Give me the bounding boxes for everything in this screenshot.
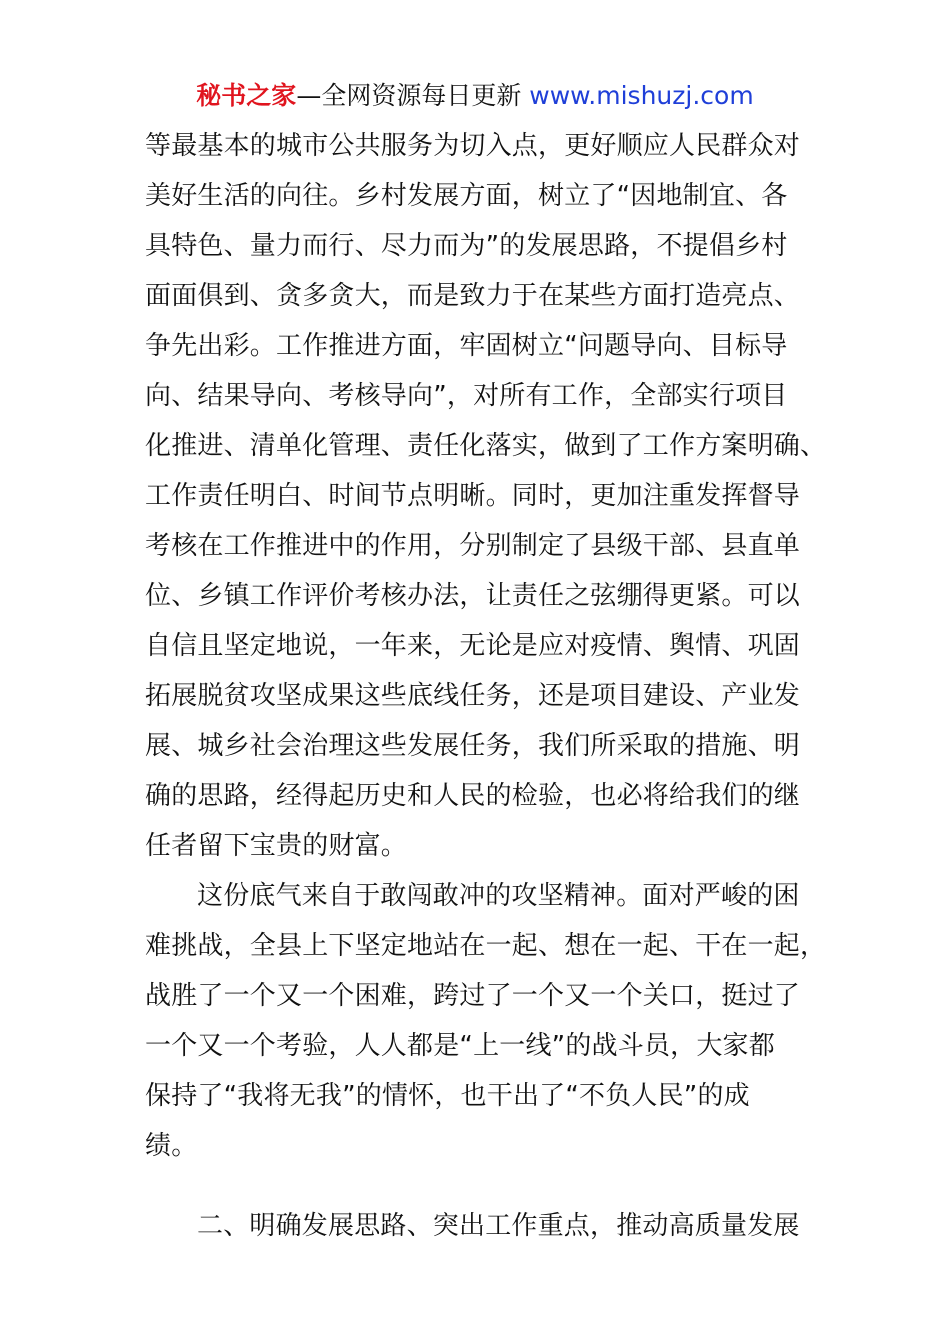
text-line: 位、乡镇工作评价考核办法，让责任之弦绷得更紧。可以 [145,581,801,611]
text-line: 保持了“我将无我”的情怀，也干出了“不负人民”的成 [145,1081,750,1111]
text-line: 绩。 [145,1131,198,1161]
text-line: 这份底气来自于敢闯敢冲的攻坚精神。面对严峻的困 [197,881,800,911]
brand-name: 秘书之家 [196,81,297,110]
text-line: 战胜了一个又一个困难，跨过了一个又一个关口，挺过了 [145,981,801,1011]
text-line: 自信且坚定地说，一年来，无论是应对疫情、舆情、巩固 [145,631,801,661]
paragraph-gap [145,1171,805,1201]
paragraph-1 [145,121,827,871]
text-line: 一个又一个考验，人人都是“上一线”的战斗员，大家都 [145,1031,775,1061]
text-line: 工作责任明白、时间节点明晰。同时，更加注重发挥督导 [145,481,801,511]
section-heading: 二、明确发展思路、突出工作重点，推动高质量发展 [197,1211,800,1241]
text-line: 等最基本的城市公共服务为切入点，更好顺应人民群众对 [145,131,801,161]
text-line: 争先出彩。工作推进方面，牢固树立“问题导向、目标导 [145,331,788,361]
text-line: 任者留下宝贵的财富。 [145,831,408,861]
text-line: 拓展脱贫攻坚成果这些底线任务，还是项目建设、产业发 [145,681,801,711]
text-line: 美好生活的向往。乡村发展方面，树立了“因地制宜、各 [145,181,788,211]
text-line: 考核在工作推进中的作用，分别制定了县级干部、县直单 [145,531,801,561]
text-line: 具特色、量力而行、尽力而为”的发展思路，不提倡乡村 [145,231,788,261]
website-link[interactable]: www.mishuzj.com [529,81,754,110]
page-header [0,78,950,114]
header-slogan: —全网资源每日更新 [296,81,530,110]
text-line: 化推进、清单化管理、责任化落实，做到了工作方案明确、 [145,431,827,461]
paragraph-2 [145,871,827,1171]
text-line: 确的思路，经得起历史和人民的检验，也必将给我们的继 [145,781,801,811]
text-line: 面面俱到、贪多贪大，而是致力于在某些方面打造亮点、 [145,281,801,311]
text-line: 向、结果导向、考核导向”，对所有工作，全部实行项目 [145,381,788,411]
document-body [145,121,827,1251]
text-line: 难挑战，全县上下坚定地站在一起、想在一起、干在一起， [145,931,827,961]
text-line: 展、城乡社会治理这些发展任务，我们所采取的措施、明 [145,731,801,761]
